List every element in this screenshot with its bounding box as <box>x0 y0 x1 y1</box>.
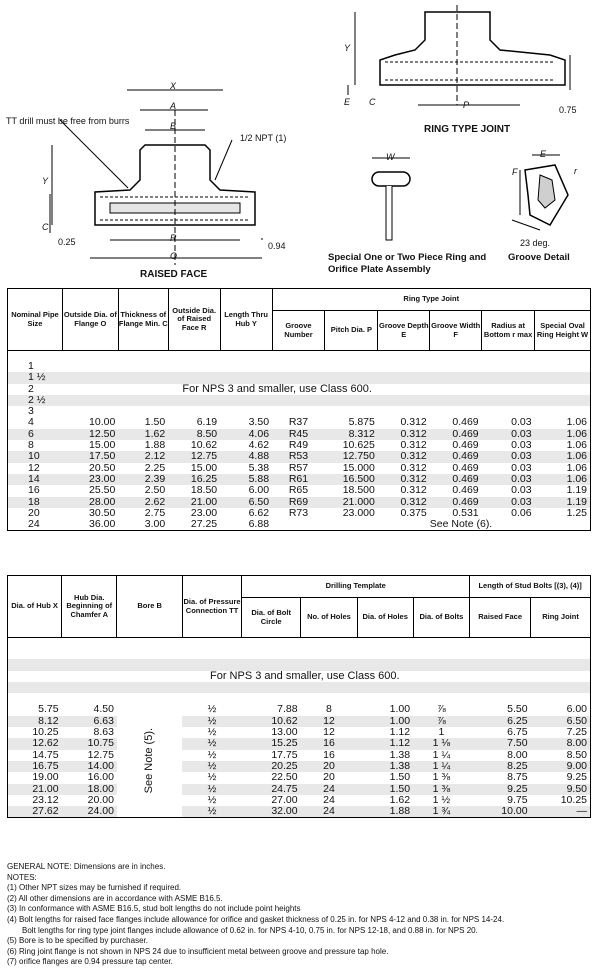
cell: 1.50 <box>144 416 166 429</box>
cell: 2.25 <box>144 461 166 474</box>
nps-cell: 2 <box>28 382 34 395</box>
cell: ½ <box>207 714 217 727</box>
cell: 8.00 <box>507 748 528 761</box>
cell: 15.00 <box>89 439 116 452</box>
tt-note: TT drill must be free from burrs <box>6 116 130 126</box>
dim-a-label: A <box>170 101 177 111</box>
cell: 24.00 <box>87 805 114 818</box>
bore-note <box>117 704 182 817</box>
table-row <box>8 772 591 783</box>
cell: 2.75 <box>144 506 166 519</box>
cell: 1.19 <box>566 495 587 508</box>
cell: 12 <box>323 714 335 727</box>
cell: 1.25 <box>566 506 587 519</box>
npt-note: 1/2 NPT (1) <box>240 133 287 143</box>
cell: 7.25 <box>566 726 587 739</box>
cell: 1.06 <box>566 450 587 463</box>
notes-section <box>7 862 593 968</box>
cell: 10.00 <box>89 416 116 429</box>
cell: R69 <box>288 495 309 508</box>
nps-cell: 1 <box>28 360 34 372</box>
small-size-note: For NPS 3 and smaller, use Class 600. <box>182 382 372 395</box>
note-item: (4) Bolt lengths for raised face flanges include allowance for orifice and gasket thickness of 0.25 in. for NPS 4-12 and 0.38 in. for NPS 14-24. <box>7 914 505 924</box>
cell: 8 <box>28 439 34 452</box>
note-item: (1) Other NPT sizes may be furnished if required. <box>7 883 182 893</box>
cell: 8.12 <box>38 714 59 727</box>
cell: 17.75 <box>271 748 298 761</box>
nps-cell: 2 ½ <box>28 393 46 406</box>
cell: 6.00 <box>566 703 587 716</box>
cell: 1.88 <box>144 439 166 452</box>
cell: 10.25 <box>32 726 59 739</box>
cell: R65 <box>288 484 309 497</box>
cell: 3.00 <box>144 518 166 531</box>
cell: 12.75 <box>190 450 218 463</box>
cell: 10 <box>28 450 40 463</box>
cell: 8 <box>326 703 332 716</box>
hdr-raised-face: Raised Face <box>470 598 531 638</box>
cell: 21.00 <box>190 495 218 508</box>
groove-caption: Groove Detail <box>508 252 570 263</box>
cell: 23.00 <box>190 506 218 519</box>
dim-r-label: R <box>170 233 177 243</box>
cell: — <box>576 805 587 818</box>
dim-o-label: O <box>170 251 178 261</box>
special-ring-caption: Special One or Two Piece Ring and Orifice Plate Assembly <box>328 252 487 275</box>
see-note-6: See Note (6). <box>429 518 493 531</box>
dim-y2-label: Y <box>344 43 351 53</box>
dim-b-label: B <box>170 121 177 131</box>
cell: 12 <box>28 461 40 474</box>
cell: 6.25 <box>507 714 528 727</box>
cell: 0.469 <box>452 495 479 508</box>
cell: 9.25 <box>507 782 528 795</box>
cell: 12.50 <box>89 427 116 440</box>
cell: 16 <box>323 748 335 761</box>
hdr-dia-holes: Dia. of Holes <box>357 598 413 638</box>
special-ring-drawing <box>372 158 410 240</box>
cell: 12 <box>323 726 335 739</box>
cell: 1 ¼ <box>432 759 451 772</box>
cell: 2.39 <box>144 472 166 485</box>
dimension-table-2 <box>7 575 591 818</box>
dim-r-small-label: r <box>574 166 577 176</box>
cell: 16.25 <box>190 472 218 485</box>
dim-025-label: 0.25 <box>58 237 76 247</box>
cell: 27.00 <box>271 793 298 806</box>
dim-e-label: E <box>344 97 351 107</box>
cell: 8.75 <box>507 771 528 784</box>
cell: 8.312 <box>348 427 375 440</box>
cell: 1.06 <box>566 461 587 474</box>
note-item: (5) Bore is to be specified by purchaser. <box>7 936 148 946</box>
cell: 22.50 <box>271 771 298 784</box>
cell: 27.62 <box>32 805 59 818</box>
bore-note-text: See Note (5). <box>143 728 155 794</box>
table-row <box>8 485 591 496</box>
hdr-radius: Radius at Bottom r max <box>482 311 535 351</box>
note-item: (3) In conformance with ASME B16.5, stud bolt lengths do not include point heights <box>7 904 301 914</box>
dim-c2-label: C <box>369 97 376 107</box>
cell: 1.38 <box>389 759 411 772</box>
cell: 23.00 <box>89 472 116 485</box>
cell: 18 <box>28 495 40 508</box>
cell: 1.50 <box>389 771 411 784</box>
dim-y-label: Y <box>42 176 49 186</box>
cell: 10.62 <box>190 439 218 452</box>
cell: 8.63 <box>93 726 114 739</box>
cell: 20.50 <box>89 461 116 474</box>
cell: 6.63 <box>93 714 114 727</box>
cell: 25.50 <box>89 484 116 497</box>
hdr-groove-number: Groove Number <box>272 311 325 351</box>
cell: 1.62 <box>144 427 166 440</box>
cell: 2.12 <box>144 450 166 463</box>
cell: 1 ¾ <box>432 805 451 818</box>
note-item: (2) All other dimensions are in accordance with ASME B16.5. <box>7 893 223 903</box>
cell: 0.312 <box>400 427 427 440</box>
cell: ½ <box>207 726 217 739</box>
cell: 0.312 <box>400 472 427 485</box>
cell: 0.312 <box>400 484 427 497</box>
cell: 6 <box>28 427 34 440</box>
cell: 13.00 <box>271 726 298 739</box>
ring-joint-drawing <box>348 5 570 105</box>
cell: 1 ¼ <box>432 748 451 761</box>
general-note: GENERAL NOTE: Dimensions are in inches. <box>7 862 166 871</box>
hdr-groove-width: Groove Width F <box>430 311 482 351</box>
cell: 0.312 <box>400 416 427 429</box>
cell: R53 <box>288 450 309 463</box>
cell: 0.469 <box>452 484 479 497</box>
raised-face-caption: RAISED FACE <box>140 269 208 280</box>
cell: 4.50 <box>93 703 114 716</box>
cell: R61 <box>288 472 309 485</box>
cell: 20 <box>323 771 335 784</box>
cell: 12.62 <box>32 737 59 750</box>
cell: 9.00 <box>566 759 587 772</box>
cell: 1.19 <box>566 484 587 497</box>
cell: R57 <box>288 461 309 474</box>
hdr-drilling-template: Drilling Template <box>242 576 470 598</box>
cell: 16 <box>323 737 335 750</box>
cell: 30.50 <box>89 506 116 519</box>
cell: 0.469 <box>452 461 479 474</box>
cell: 8.00 <box>566 737 587 750</box>
hdr-groove-depth: Groove Depth E <box>378 311 430 351</box>
cell: 4.62 <box>248 439 270 452</box>
cell: 23.000 <box>342 506 375 519</box>
cell: 1 ⅛ <box>432 737 451 750</box>
cell: 8.50 <box>566 748 587 761</box>
cell: R73 <box>288 506 309 519</box>
cell: 5.75 <box>38 703 59 716</box>
cell: 0.312 <box>400 450 427 463</box>
cell: 36.00 <box>89 518 116 531</box>
dim-c-label: C <box>42 222 49 232</box>
hdr-pressure-conn: Dia. of Pressure Connection TT <box>182 576 241 638</box>
note-item: (7) orifice flanges are 0.94 pressure tap center. <box>7 957 173 967</box>
cell: R45 <box>288 427 309 440</box>
cell: 0.469 <box>452 439 479 452</box>
cell: 0.03 <box>511 439 532 452</box>
cell: 1.00 <box>389 714 411 727</box>
dimension-table-1 <box>7 288 591 531</box>
cell: 18.00 <box>87 782 114 795</box>
cell: 4 <box>28 416 34 429</box>
cell: 14.00 <box>87 759 114 772</box>
cell: 14 <box>28 472 40 485</box>
cell: ½ <box>207 759 217 772</box>
cell: ½ <box>207 805 217 818</box>
notes-title: NOTES: <box>7 872 37 882</box>
note-item: Bolt lengths for ring type joint flanges include allowance of 0.62 in. for NPS 4-10, 0.75 in. for NPS 12-18, and 0.88 in. for NPS 20. <box>22 925 478 935</box>
cell: 16.500 <box>342 472 375 485</box>
hdr-hub-chamfer: Hub Dia. Beginning of Chamfer A <box>62 576 117 638</box>
cell: 14.75 <box>32 748 59 761</box>
cell: 20 <box>323 759 335 772</box>
flange-drawing-svg <box>0 0 598 290</box>
cell: ½ <box>207 737 217 750</box>
cell: 5.88 <box>248 472 270 485</box>
cell: 21.000 <box>342 495 375 508</box>
cell: 1.12 <box>389 737 411 750</box>
cell: ½ <box>207 703 217 716</box>
hdr-ring-joint: Ring Joint <box>531 598 591 638</box>
nps-cell: 1 ½ <box>28 371 46 384</box>
groove-detail-drawing <box>512 155 568 230</box>
cell: 24 <box>323 805 335 818</box>
cell: 0.312 <box>400 495 427 508</box>
hdr-nps: Nominal Pipe Size <box>8 289 63 351</box>
cell: 1.06 <box>566 439 587 452</box>
cell: R49 <box>288 439 309 452</box>
cell: 7.50 <box>507 737 528 750</box>
cell: 0.03 <box>511 416 532 429</box>
hdr-hub-dia: Dia. of Hub X <box>8 576 62 638</box>
cell: 21.00 <box>32 782 59 795</box>
cell: R37 <box>288 416 309 429</box>
cell: 6.19 <box>196 416 218 429</box>
cell: 6.88 <box>248 518 270 531</box>
cell: 0.03 <box>511 484 532 497</box>
cell: ⅞ <box>437 703 446 716</box>
cell: 15.000 <box>342 461 375 474</box>
cell: 10.75 <box>87 737 114 750</box>
cell: 15.25 <box>271 737 298 750</box>
cell: 9.25 <box>566 771 587 784</box>
nps-cell: 3 <box>28 405 34 418</box>
cell: 16.00 <box>87 771 114 784</box>
hdr-stud-length: Length of Stud Bolts [(3), (4)] <box>470 576 591 598</box>
dim-p-label: P <box>463 100 470 110</box>
cell: 1 ⅜ <box>432 782 451 795</box>
table1-body <box>8 417 591 519</box>
cell: 9.75 <box>507 793 528 806</box>
cell: 8.25 <box>507 759 528 772</box>
hdr-pitch-dia: Pitch Dia. P <box>325 311 378 351</box>
cell: ⅞ <box>437 714 446 727</box>
cell: 10.62 <box>271 714 298 727</box>
hdr-dia-bolts: Dia. of Bolts <box>413 598 470 638</box>
cell: 0.531 <box>452 506 479 519</box>
cell: 20 <box>28 506 40 519</box>
cell: 20.00 <box>87 793 114 806</box>
cell: 6.00 <box>248 484 270 497</box>
cell: 1.06 <box>566 472 587 485</box>
cell: 10.00 <box>501 805 528 818</box>
cell: 18.50 <box>190 484 218 497</box>
hdr-bolt-circle: Dia. of Bolt Circle <box>242 598 301 638</box>
dim-x-label: X <box>170 81 177 91</box>
cell: ½ <box>207 748 217 761</box>
cell: 10.25 <box>560 793 587 806</box>
cell: 12.750 <box>342 450 375 463</box>
flange-drawings <box>0 0 598 290</box>
cell: 5.875 <box>348 416 375 429</box>
cell: ½ <box>207 771 217 784</box>
hdr-thickness: Thickness of Flange Min. C <box>118 289 168 351</box>
cell: 0.469 <box>452 416 479 429</box>
cell: 1.50 <box>389 782 411 795</box>
cell: 0.312 <box>400 439 427 452</box>
cell: 0.03 <box>511 450 532 463</box>
cell: 10.625 <box>342 439 375 452</box>
cell: 6.75 <box>507 726 528 739</box>
cell: 0.03 <box>511 495 532 508</box>
cell: 1.62 <box>389 793 411 806</box>
cell: 0.06 <box>511 506 532 519</box>
cell: 0.469 <box>452 450 479 463</box>
cell: 27.25 <box>190 518 218 531</box>
angle-label: 23 deg. <box>520 238 551 248</box>
cell: 19.00 <box>32 771 59 784</box>
cell: 5.50 <box>507 703 528 716</box>
hdr-oval-ring: Special Oval Ring Height W <box>535 311 591 351</box>
hdr-ring-joint-group: Ring Type Joint <box>272 289 590 311</box>
small-size-note-2: For NPS 3 and smaller, use Class 600. <box>210 669 400 682</box>
cell: 1 ½ <box>432 793 451 806</box>
cell: 0.375 <box>400 506 427 519</box>
table-row <box>8 738 591 749</box>
cell: 0.03 <box>511 472 532 485</box>
cell: 20.25 <box>271 759 298 772</box>
note-item: (6) Ring joint flange is not shown in NPS 24 due to insufficient metal between groove and pressure tap hole. <box>7 946 389 956</box>
cell: 1 <box>438 726 445 739</box>
cell: 15.00 <box>190 461 218 474</box>
cell: 6.50 <box>248 495 270 508</box>
dim-w-label: W <box>386 152 395 162</box>
cell: ½ <box>207 793 217 806</box>
cell: 16.75 <box>32 759 59 772</box>
hdr-od-flange: Outside Dia. of Flange O <box>62 289 118 351</box>
cell: 3.50 <box>248 416 270 429</box>
cell: 24 <box>28 518 40 531</box>
cell: 32.00 <box>271 805 298 818</box>
table-row <box>8 806 591 818</box>
table2-body <box>8 704 591 817</box>
cell: 1.06 <box>566 427 587 440</box>
cell: 6.50 <box>566 714 587 727</box>
dim-075-label: 0.75 <box>559 105 577 115</box>
dim-094-label: 0.94 <box>268 241 286 251</box>
cell: 0.469 <box>452 472 479 485</box>
cell: 1.06 <box>566 416 587 429</box>
hdr-no-holes: No. of Holes <box>301 598 358 638</box>
cell: 23.12 <box>32 793 59 806</box>
cell: 24.75 <box>271 782 298 795</box>
cell: 16 <box>28 484 40 497</box>
cell: 1.88 <box>389 805 411 818</box>
hdr-length-hub: Length Thru Hub Y <box>220 289 272 351</box>
cell: 9.50 <box>566 782 587 795</box>
cell: 17.50 <box>89 450 116 463</box>
cell: 0.03 <box>511 427 532 440</box>
cell: 24 <box>323 782 335 795</box>
dim-f-label: F <box>512 167 518 177</box>
cell: 24 <box>323 793 335 806</box>
dim-e2-label: E <box>540 149 547 159</box>
table-row <box>8 451 591 462</box>
cell: 0.469 <box>452 427 479 440</box>
cell: 1.00 <box>389 703 411 716</box>
hdr-bore: Bore B <box>117 576 182 638</box>
cell: 7.88 <box>277 703 298 716</box>
cell: 2.50 <box>144 484 166 497</box>
cell: 12.75 <box>87 748 114 761</box>
table-row <box>8 519 591 531</box>
cell: 4.06 <box>248 427 270 440</box>
cell: 1.38 <box>389 748 411 761</box>
hdr-od-rf: Outside Dia. of Raised Face R <box>168 289 220 351</box>
cell: 8.50 <box>196 427 218 440</box>
cell: 1 ⅜ <box>432 771 451 784</box>
cell: 6.62 <box>248 506 270 519</box>
cell: 4.88 <box>248 450 270 463</box>
cell: 0.03 <box>511 461 532 474</box>
ring-joint-caption: RING TYPE JOINT <box>424 124 511 135</box>
cell: 2.62 <box>144 495 166 508</box>
cell: 1.12 <box>389 726 411 739</box>
cell: 28.00 <box>89 495 116 508</box>
cell: 18.500 <box>342 484 375 497</box>
cell: 5.38 <box>248 461 270 474</box>
cell: ½ <box>207 782 217 795</box>
cell: 0.312 <box>400 461 427 474</box>
